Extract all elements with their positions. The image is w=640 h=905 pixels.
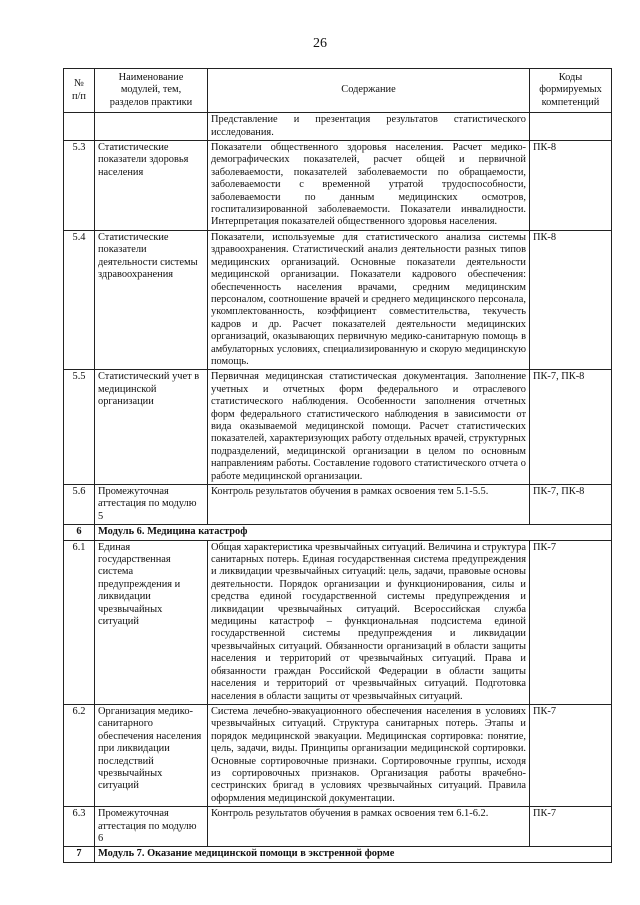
continuation-content: Представление и презентация результатов статистического исследования. [208,113,530,141]
row-content: Общая характеристика чрезвычайных ситуаций. Величина и структура санитарных потерь. Единая государственная система предупреждения и ликвидации чрезвычайных ситуаций: цель, задачи, правовые основы деятельности. Порядок организации и функционирования, силы и средства единой государственной системы предупреждения и ликвидации чрезвычайных ситуаций. Всероссийская служба медицины катастроф – функциональная подсистема единой государственной системы предупреждения и ликвидации чрезвычайных ситуаций. Обязанности организаций в области защиты населения и территорий от чрезвычайных ситуаций. Права и обязанности граждан Российской Федерации в области защиты населения и территорий от чрезвычайных ситуаций. Подготовка населения в области защиты от чрезвычайных ситуаций. [208,540,530,704]
module-7-header-row [64,847,612,862]
row-codes: ПК-7, ПК-8 [530,370,612,485]
continuation-name [95,113,208,141]
module-6-header-row [64,525,612,540]
table-row [64,704,612,806]
row-name: Статистические показатели здоровья населения [95,141,208,231]
row-content: Контроль результатов обучения в рамках освоения тем 6.1-6.2. [208,807,530,847]
row-num: 5.6 [64,485,95,525]
header-content: Содержание [208,69,530,113]
row-name: Промежуточная аттестация по модулю 6 [95,807,208,847]
continuation-codes [530,113,612,141]
row-content: Показатели общественного здоровья населения. Расчет медико-демографических показателей, расчет общей и первичной заболеваемости, показателей заболеваемости по обращаемости, заболеваемости с временной утратой трудоспособности, заболеваемости по данным медицинских осмотров, госпитализированной заболеваемости. Показатели инвалидности. Интерпретация показателей общественного здоровья населения. [208,141,530,231]
row-num: 5.4 [64,230,95,369]
table-row [64,807,612,847]
row-num: 6.2 [64,704,95,806]
header-name: Наименование модулей, тем, разделов практики [95,69,208,113]
row-codes: ПК-7 [530,807,612,847]
row-content: Система лечебно-эвакуационного обеспечения населения в условиях чрезвычайных ситуаций. Структура санитарных потерь. Этапы и порядок медицинской эвакуации. Медицинская сортировка: понятие, цель, задачи, виды. Принципы организации медицинской сортировки. Основные сортировочные признаки. Сортировочные группы, исходя из сортировочных признаков. Организация работы врачебно-сестринских бригад в условиях чрезвычайных ситуаций. Правила оформления медицинской документации. [208,704,530,806]
row-codes: ПК-8 [530,141,612,231]
row-name: Организация медико-санитарного обеспечения населения при ликвидации последствий чрезвычайных ситуаций [95,704,208,806]
table-header-row [64,69,612,113]
continuation-num [64,113,95,141]
header-num: № п/п [64,69,95,113]
table-row [64,141,612,231]
continuation-row [64,113,612,141]
row-num: 5.5 [64,370,95,485]
row-name: Статистические показатели деятельности системы здравоохранения [95,230,208,369]
module-7-title: Модуль 7. Оказание медицинской помощи в экстренной форме [95,847,612,862]
row-codes: ПК-8 [530,230,612,369]
table-row [64,230,612,369]
module-7-num: 7 [64,847,95,862]
module-6-title: Модуль 6. Медицина катастроф [95,525,612,540]
row-content: Показатели, используемые для статистического анализа системы здравоохранения. Статистический анализ деятельности разных типов медицинских организаций. Основные показатели деятельности медицинской организации. Показатели кадрового обеспечения: обеспеченность населения врачами, средним медицинским персоналом, соотношение врачей и среднего медицинского персонала, укомплектованность, коэффициент совместительства, текучесть кадров и др. Расчет показателей деятельности медицинских организаций, оказывающих первичную медико-санитарную помощь в амбулаторных условиях, специализированную и скорую медицинскую помощь. [208,230,530,369]
table-row [64,485,612,525]
row-num: 5.3 [64,141,95,231]
table-row [64,370,612,485]
header-codes: Коды формируемых компетенций [530,69,612,113]
row-name: Единая государственная система предупреждения и ликвидации чрезвычайных ситуаций [95,540,208,704]
row-num: 6.1 [64,540,95,704]
row-num: 6.3 [64,807,95,847]
row-codes: ПК-7 [530,540,612,704]
module-6-num: 6 [64,525,95,540]
row-content: Контроль результатов обучения в рамках освоения тем 5.1-5.5. [208,485,530,525]
row-codes: ПК-7 [530,704,612,806]
row-codes: ПК-7, ПК-8 [530,485,612,525]
row-name: Статистический учет в медицинской организации [95,370,208,485]
page-number: 26 [313,36,327,51]
curriculum-table [63,68,612,863]
row-name: Промежуточная аттестация по модулю 5 [95,485,208,525]
row-content: Первичная медицинская статистическая документация. Заполнение учетных и отчетных форм федерального и отраслевого статистического наблюдения. Особенности заполнения отчетных форм федерального статистического наблюдения в зависимости от вида оказываемой медицинской помощи. Расчет статистических показателей, характеризующих работу отдельных врачей, структурных подразделений, медицинской организации в целом по основным направлениям работы. Составление годового статистического отчета о работе медицинской организации. [208,370,530,485]
table-row [64,540,612,704]
